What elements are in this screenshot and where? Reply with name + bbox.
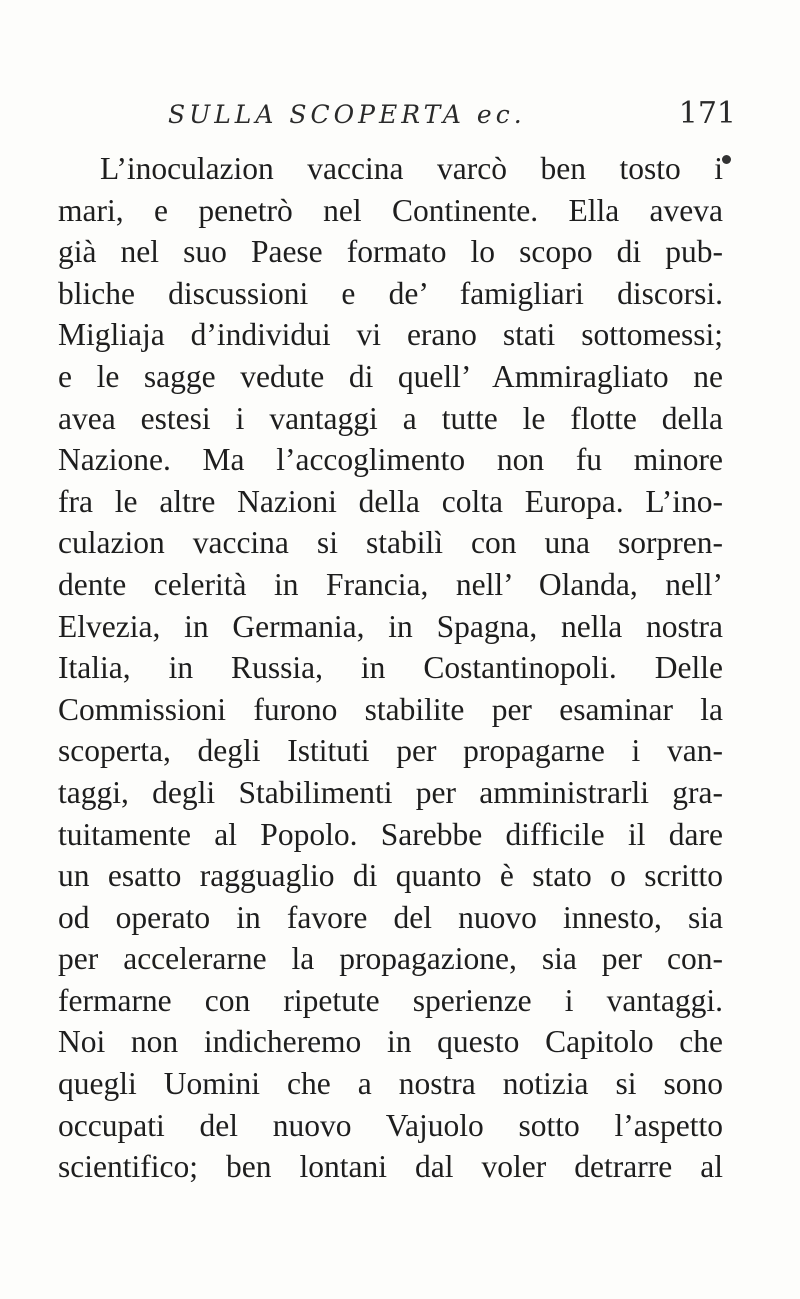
text-line: bliche discussioni e de’ famigliari discorsi. [58, 275, 723, 311]
text-line: culazion vaccina si stabilì con una sorpren- [58, 525, 723, 561]
running-head [168, 96, 748, 140]
ink-dot [722, 155, 731, 164]
text-line: mari, e penetrò nel Continente. Ella aveva [58, 192, 723, 228]
text-line: Commissioni furono stabilite per esaminar la [58, 691, 723, 727]
text-line: fermarne con ripetute sperienze i vantaggi. [58, 982, 723, 1018]
running-title: SULLA SCOPERTA ec. [168, 100, 526, 129]
text-line: tuitamente al Popolo. Sarebbe difficile il dare [58, 816, 723, 852]
text-line: scoperta, degli Istituti per propagarne i van- [58, 733, 723, 769]
text-line: taggi, degli Stabilimenti per amministrarli gra- [58, 774, 723, 810]
text-line: e le sagge vedute di quell’ Ammiragliato ne [58, 358, 723, 394]
text-line: L’inoculazion vaccina varcò ben tosto i [100, 151, 723, 186]
text-line: Italia, in Russia, in Costantinopoli. Delle [58, 650, 723, 686]
text-line: Elvezia, in Germania, in Spagna, nella nostra [58, 608, 723, 644]
text-line: già nel suo Paese formato lo scopo di pub- [58, 234, 723, 270]
text-line: fra le altre Nazioni della colta Europa. L’ino- [58, 483, 723, 519]
text-line: Nazione. Ma l’accoglimento non fu minore [58, 442, 723, 478]
text-line: per accelerarne la propagazione, sia per con- [58, 941, 723, 977]
text-line: scientifico; ben lontani dal voler detrarre al [58, 1149, 723, 1185]
body-text [58, 148, 723, 1188]
text-line: un esatto ragguaglio di quanto è stato o scritto [58, 858, 723, 894]
text-line: occupati del nuovo Vajuolo sotto l’aspetto [58, 1107, 723, 1143]
text-line: Noi non indicheremo in questo Capitolo che [58, 1024, 723, 1060]
text-line: Migliaja d’individui vi erano stati sottomessi; [58, 317, 723, 353]
text-line: od operato in favore del nuovo innesto, sia [58, 899, 723, 935]
text-line: dente celerità in Francia, nell’ Olanda, nell’ [58, 566, 723, 602]
page-number: 171 [678, 96, 736, 131]
text-line: avea estesi i vantaggi a tutte le flotte della [58, 400, 723, 436]
text-line: quegli Uomini che a nostra notizia si sono [58, 1066, 723, 1102]
